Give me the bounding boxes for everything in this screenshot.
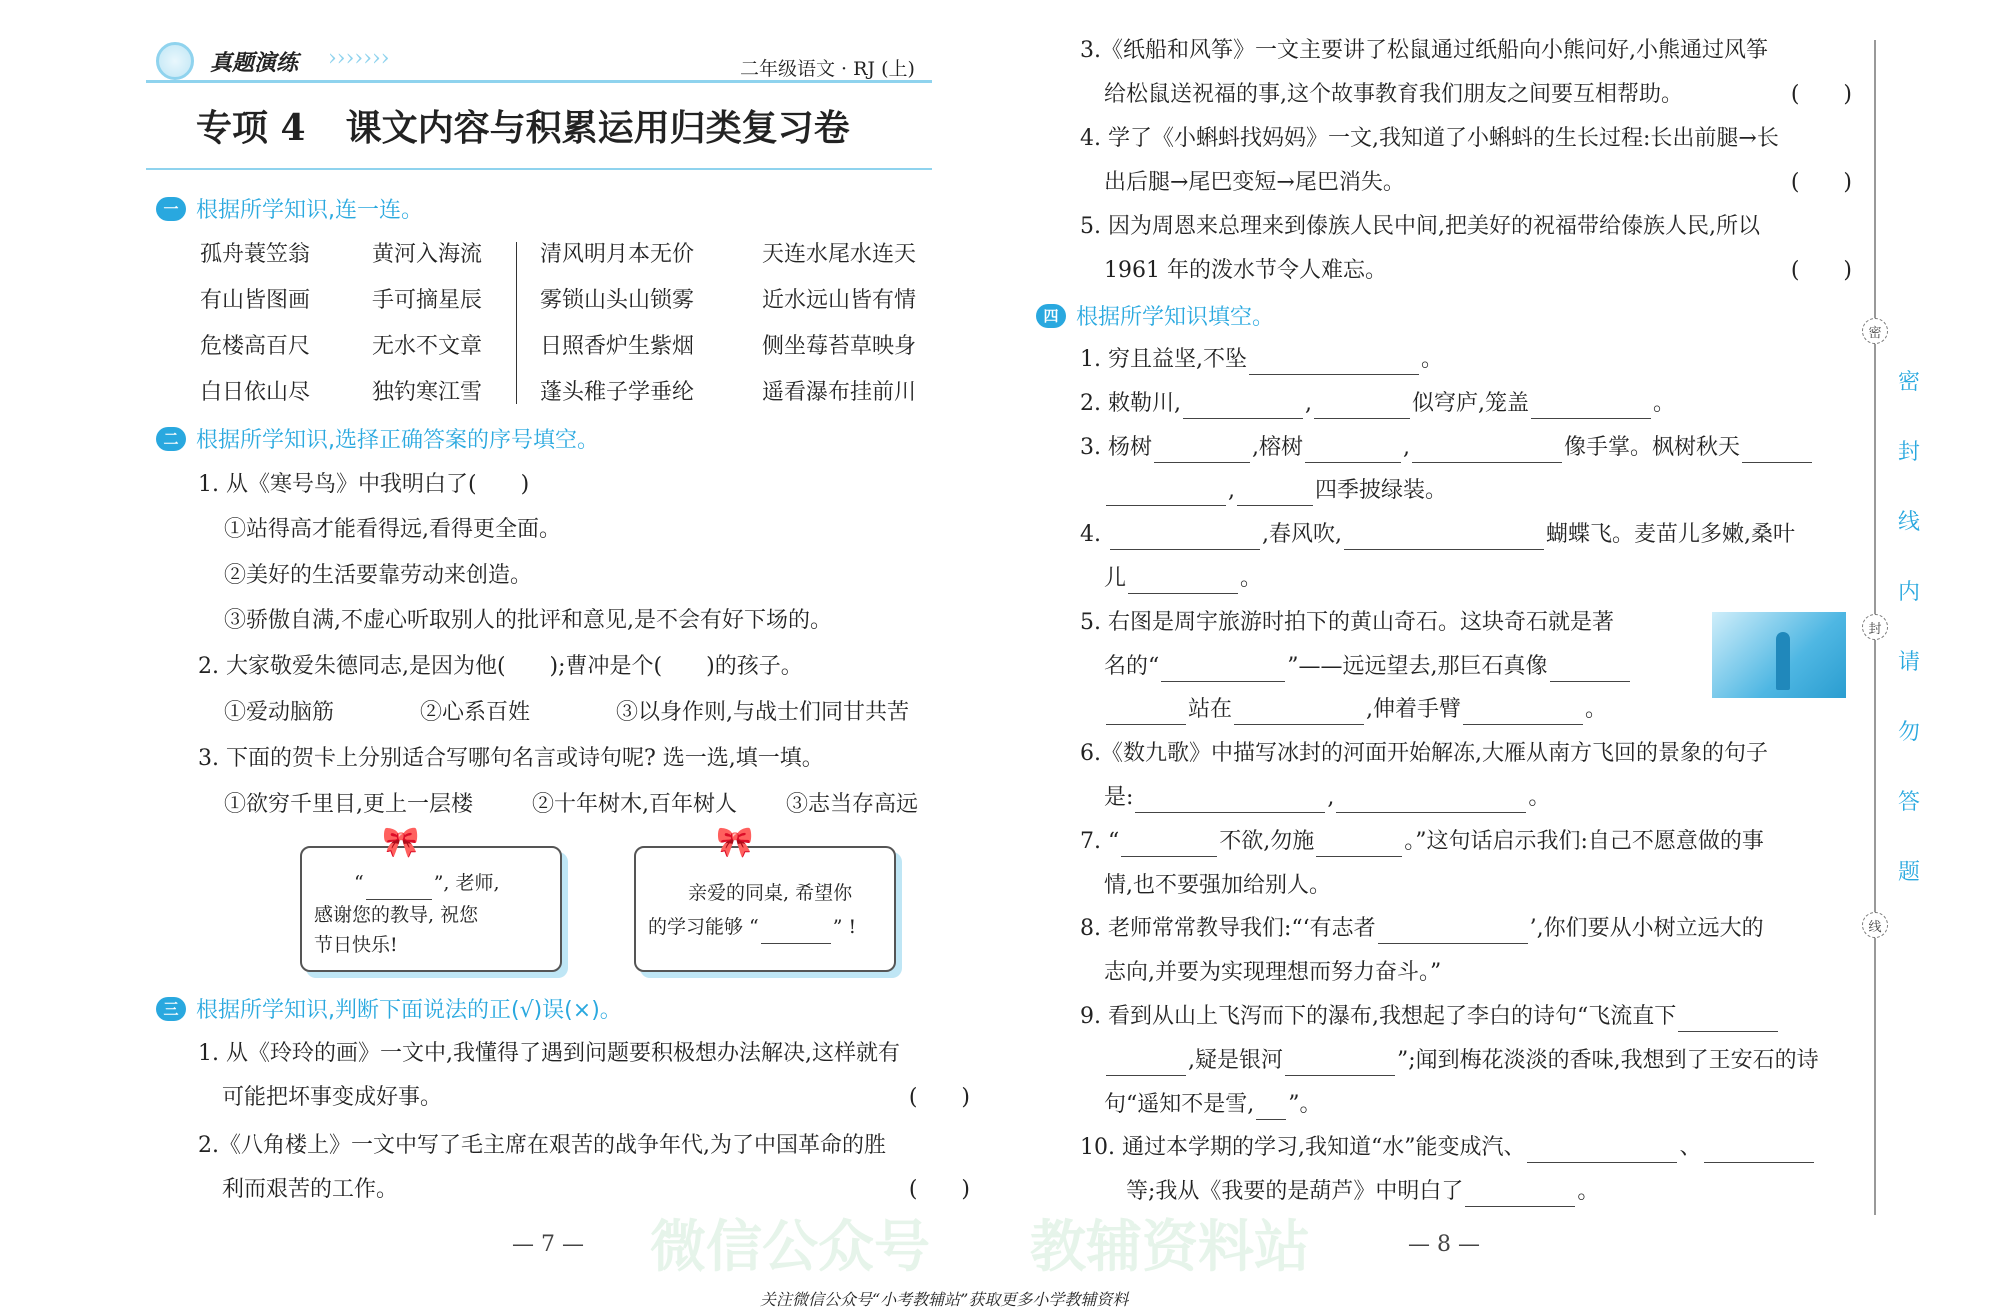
answer-blank[interactable] — [1161, 658, 1285, 682]
answer-blank[interactable] — [1106, 1052, 1186, 1076]
huangshan-rock-photo — [1712, 612, 1846, 698]
match-item[interactable]: 雾锁山头山锁雾 — [540, 288, 695, 313]
answer-blank[interactable] — [1378, 920, 1528, 944]
title-number: 专项 4 — [196, 107, 306, 149]
fill-in-line — [1080, 1133, 1816, 1163]
section-badge: 二 — [156, 427, 186, 451]
answer-blank[interactable] — [1550, 658, 1630, 682]
line-text: 。 — [1240, 566, 1263, 591]
section-title: 根据所学知识填空。 — [1076, 305, 1275, 330]
matching-divider — [516, 242, 517, 404]
match-item[interactable]: 有山皆图画 — [200, 288, 311, 313]
fill-in-line — [1080, 433, 1814, 463]
series-label: 真题演练 — [210, 50, 299, 76]
s2-q1-option-3: ③骄傲自满,不虚心听取别人的批评和意见,是不会有好下场的。 — [224, 608, 832, 633]
logo-icon — [156, 42, 194, 80]
line-text: 像手掌。枫树秋天 — [1563, 435, 1740, 460]
match-item[interactable]: 孤舟蓑笠翁 — [200, 242, 311, 267]
line-text: 5. 右图是周宇旅游时拍下的黄山奇石。这块奇石就是著 — [1080, 610, 1614, 635]
line-text: 名的“ — [1104, 654, 1160, 679]
fill-in-line — [1080, 914, 1764, 944]
page-number-right: — 8 — — [1408, 1232, 1480, 1257]
true-false-item — [198, 1131, 970, 1221]
bow-icon: 🎀 — [382, 825, 420, 860]
fill-in-line — [1080, 345, 1443, 375]
line-text: ,伸着手臂 — [1366, 697, 1462, 722]
s2-question-3: 3. 下面的贺卡上分别适合写哪句名言或诗句呢? 选一选,填一填。 — [198, 746, 824, 771]
card-blank[interactable] — [366, 880, 432, 900]
answer-parentheses[interactable]: ( ) — [1790, 170, 1852, 195]
s2-question-2: 2. 大家敬爱朱德同志,是因为他( );曹冲是个( )的孩子。 — [198, 654, 803, 679]
line-text: 情,也不要强加给别人。 — [1104, 873, 1331, 898]
fill-in-line — [1080, 520, 1795, 550]
answer-blank[interactable] — [1336, 789, 1526, 813]
s2-q3-option-3: ③志当存高远 — [786, 792, 919, 817]
line-text: ’,你们要从小树立远大的 — [1529, 916, 1764, 941]
seal-mark: 密 — [1862, 318, 1888, 344]
line-text: , — [1327, 785, 1335, 810]
line-text: 。 — [1577, 1179, 1600, 1204]
greeting-card-teacher — [300, 825, 562, 972]
line-text: 。 — [1652, 391, 1675, 416]
section-title: 根据所学知识,连一连。 — [196, 198, 423, 223]
s2-q1-option-2: ②美好的生活要靠劳动来创造。 — [224, 563, 533, 588]
fill-in-line — [1104, 476, 1447, 506]
match-item[interactable]: 白日依山尽 — [200, 380, 311, 405]
match-item[interactable]: 遥看瀑布挂前川 — [762, 380, 917, 405]
line-text: 10. 通过本学期的学习,我知道“水”能变成汽、 — [1080, 1135, 1526, 1160]
card-line-2: 的学习能够 “ — [648, 916, 759, 938]
answer-blank[interactable] — [1678, 1008, 1778, 1032]
line-text: 是: — [1104, 785, 1134, 810]
item-line-2: 出后腿→尾巴变短→尾巴消失。 — [1104, 170, 1405, 195]
match-item[interactable]: 手可摘星辰 — [372, 288, 483, 313]
item-line-2: 可能把坏事变成好事。 — [222, 1085, 443, 1110]
item-line-1: 1. 从《玲玲的画》一文中,我懂得了遇到问题要积极想办法解决,这样就有 — [198, 1041, 900, 1066]
answer-parentheses[interactable]: ( ) — [1790, 82, 1852, 107]
seal-char: 答 — [1898, 790, 1921, 815]
answer-blank[interactable] — [1465, 1183, 1575, 1207]
s2-q3-option-1: ①欲穷千里目,更上一层楼 — [224, 792, 473, 817]
title-rule — [146, 168, 932, 170]
match-item[interactable]: 无水不文章 — [372, 334, 483, 359]
item-line-1: 5. 因为周恩来总理来到傣族人民中间,把美好的祝福带给傣族人民,所以 — [1080, 214, 1760, 239]
true-false-item — [1080, 36, 1852, 126]
fill-in-line — [1104, 1177, 1599, 1207]
line-text: 。 — [1528, 785, 1551, 810]
card-line-2: 感谢您的教导, 祝您 — [314, 904, 479, 926]
fill-in-line — [1080, 389, 1675, 419]
s2-q1-option-1: ①站得高才能看得远,看得更全面。 — [224, 517, 561, 542]
match-item[interactable]: 蓬头稚子学垂纶 — [540, 380, 695, 405]
line-text: 1. 穷且益坚,不坠 — [1080, 347, 1247, 372]
match-item[interactable]: 清风明月本无价 — [540, 242, 695, 267]
watermark-top: 微信公众号 — [650, 1215, 930, 1280]
answer-blank[interactable] — [1531, 395, 1651, 419]
line-text: 、 — [1679, 1135, 1702, 1160]
line-text: 3. 杨树 — [1080, 435, 1152, 460]
answer-blank[interactable] — [1412, 439, 1562, 463]
true-false-item — [1080, 212, 1852, 302]
fill-in-line — [1080, 608, 1614, 638]
answer-blank[interactable] — [1704, 1139, 1814, 1163]
title-text: 课文内容与积累运用归类复习卷 — [345, 107, 850, 149]
section-title: 根据所学知识,判断下面说法的正(√)误(×)。 — [196, 998, 622, 1023]
answer-blank[interactable] — [1463, 701, 1583, 725]
true-false-item — [198, 1039, 970, 1129]
fill-in-line — [1104, 871, 1331, 901]
bow-icon: 🎀 — [716, 825, 754, 860]
seal-mark: 线 — [1862, 912, 1888, 938]
line-text: 站在 — [1188, 697, 1233, 722]
footer-notice: 关注微信公众号“小考教辅站”获取更多小学教辅资料 — [760, 1290, 1129, 1309]
grade-label: 二年级语文 · RJ (上) — [740, 58, 915, 80]
answer-blank[interactable] — [1154, 439, 1250, 463]
answer-blank[interactable] — [1121, 833, 1217, 857]
line-text: 儿 — [1104, 566, 1127, 591]
line-text: 句“遥知不是雪, — [1104, 1092, 1255, 1117]
line-text: ”;闻到梅花淡淡的香味,我想到了王安石的诗 — [1397, 1048, 1819, 1073]
section-badge: 三 — [156, 997, 186, 1021]
match-item[interactable]: 危楼高百尺 — [200, 334, 311, 359]
seal-char: 内 — [1898, 580, 1921, 605]
answer-blank[interactable] — [1742, 439, 1812, 463]
item-line-2: 利而艰苦的工作。 — [222, 1177, 399, 1202]
section-title: 根据所学知识,选择正确答案的序号填空。 — [196, 428, 599, 453]
line-text: 。”这句话启示我们:自己不愿意做的事 — [1404, 829, 1764, 854]
section-badge: 一 — [156, 197, 186, 221]
line-text: 9. 看到从山上飞泻而下的瀑布,我想起了李白的诗句“飞流直下 — [1080, 1004, 1677, 1029]
card-quote-open: “ — [354, 872, 364, 894]
line-text: 志向,并要为实现理想而努力奋斗。” — [1104, 960, 1442, 985]
line-text: 7. “ — [1080, 829, 1120, 854]
answer-blank[interactable] — [1527, 1139, 1677, 1163]
true-false-item — [1080, 124, 1852, 214]
fill-in-line — [1104, 783, 1550, 813]
line-text: 6.《数九歌》中描写冰封的河面开始解冻,大雁从南方飞回的景象的句子 — [1080, 741, 1768, 766]
match-item[interactable]: 黄河入海流 — [372, 242, 483, 267]
seal-char: 请 — [1898, 650, 1921, 675]
match-item[interactable]: 日照香炉生紫烟 — [540, 334, 695, 359]
section3-heading — [156, 993, 622, 1024]
answer-parentheses[interactable]: ( ) — [908, 1085, 970, 1110]
line-text: ,疑是银河 — [1188, 1048, 1283, 1073]
section-badge: 四 — [1036, 304, 1066, 328]
answer-blank[interactable] — [1128, 570, 1238, 594]
line-text: 等;我从《我要的是葫芦》中明白了 — [1104, 1179, 1464, 1204]
seal-char: 题 — [1898, 860, 1921, 885]
seal-char: 密 — [1898, 370, 1921, 395]
answer-blank[interactable] — [1256, 1096, 1286, 1120]
header-rule — [146, 80, 932, 83]
s2-q2-option-2: ②心系百姓 — [420, 700, 531, 725]
seal-char: 封 — [1898, 440, 1921, 465]
card-blank[interactable] — [761, 924, 831, 944]
seal-char: 勿 — [1898, 720, 1921, 745]
line-text: 。 — [1420, 347, 1443, 372]
answer-blank[interactable] — [1106, 701, 1186, 725]
line-text: 2. 敕勒川, — [1080, 391, 1181, 416]
watermark-bottom: 教辅资料站 — [1030, 1215, 1310, 1280]
section1-heading — [156, 193, 423, 224]
match-item[interactable]: 独钓寒江雪 — [372, 380, 483, 405]
card-line-3: 节日快乐! — [314, 934, 398, 956]
line-text: 。 — [1585, 697, 1608, 722]
answer-parentheses[interactable]: ( ) — [1790, 258, 1852, 283]
fill-in-line — [1104, 958, 1441, 988]
item-line-2: 给松鼠送祝福的事,这个故事教育我们朋友之间要互相帮助。 — [1104, 82, 1683, 107]
match-item[interactable]: 侧坐莓苔草映身 — [762, 334, 917, 359]
seal-mark: 封 — [1862, 614, 1888, 640]
s2-q3-option-2: ②十年树木,百年树人 — [532, 792, 737, 817]
item-line-2: 1961 年的泼水节令人难忘。 — [1104, 258, 1387, 283]
section4-heading — [1036, 300, 1274, 331]
fill-in-line — [1080, 827, 1764, 857]
answer-blank[interactable] — [1106, 482, 1226, 506]
s2-question-1: 1. 从《寒号鸟》中我明白了( ) — [198, 472, 530, 497]
answer-blank[interactable] — [1237, 482, 1313, 506]
fill-in-line — [1080, 739, 1768, 769]
section2-heading — [156, 423, 599, 454]
answer-blank[interactable] — [1285, 1052, 1395, 1076]
line-text: , — [1228, 478, 1235, 503]
s2-q2-option-1: ①爱动脑筋 — [224, 700, 335, 725]
card-line-1: 亲爱的同桌, 希望你 — [688, 882, 853, 904]
fill-in-line — [1104, 652, 1632, 682]
fill-in-line — [1104, 695, 1607, 725]
page-number-left: — 7 — — [512, 1232, 584, 1257]
fill-in-line — [1104, 564, 1262, 594]
fill-in-line — [1104, 1090, 1322, 1120]
line-text: ”。 — [1288, 1092, 1322, 1117]
line-text: ,春风吹, — [1261, 522, 1342, 547]
fill-in-line — [1080, 1002, 1780, 1032]
seal-char: 线 — [1898, 510, 1921, 535]
line-text: 似穹庐,笼盖 — [1411, 391, 1529, 416]
line-text: 4. — [1080, 522, 1108, 547]
match-item[interactable]: 天连水尾水连天 — [762, 242, 917, 267]
card-line-1: ”, 老师, — [433, 872, 500, 894]
answer-blank[interactable] — [1183, 395, 1303, 419]
item-line-1: 2.《八角楼上》一文中写了毛主席在艰苦的战争年代,为了中国革命的胜 — [198, 1133, 886, 1158]
s2-q2-option-3: ③以身作则,与战士们同甘共苦 — [616, 700, 909, 725]
card-quote-close: ” ! — [832, 916, 857, 938]
chevrons: ››››››› — [328, 46, 390, 71]
answer-parentheses[interactable]: ( ) — [908, 1177, 970, 1202]
item-line-1: 4. 学了《小蝌蚪找妈妈》一文,我知道了小蝌蚪的生长过程:长出前腿→长 — [1080, 126, 1779, 151]
fill-in-line — [1104, 1046, 1819, 1076]
answer-blank[interactable] — [1316, 833, 1402, 857]
match-item[interactable]: 近水远山皆有情 — [762, 288, 917, 313]
item-line-1: 3.《纸船和风筝》一文主要讲了松鼠通过纸船向小熊问好,小熊通过风筝 — [1080, 38, 1768, 63]
line-text: 蝴蝶飞。麦苗儿多嫩,桑叶 — [1545, 522, 1795, 547]
greeting-card-deskmate — [634, 825, 896, 972]
line-text: , — [1304, 391, 1312, 416]
answer-blank[interactable] — [1110, 526, 1260, 550]
line-text: , — [1402, 435, 1410, 460]
answer-blank[interactable] — [1249, 351, 1419, 375]
answer-blank[interactable] — [1234, 701, 1364, 725]
line-text: ,榕树 — [1251, 435, 1303, 460]
line-text: 四季披绿装。 — [1315, 478, 1448, 503]
answer-blank[interactable] — [1314, 395, 1410, 419]
answer-blank[interactable] — [1135, 789, 1325, 813]
page-title — [196, 100, 850, 151]
line-text: ”——远远望去,那巨石真像 — [1287, 654, 1548, 679]
line-text: 不欲,勿施 — [1219, 829, 1315, 854]
answer-blank[interactable] — [1305, 439, 1401, 463]
line-text: 8. 老师常常教导我们:“‘有志者 — [1080, 916, 1376, 941]
answer-blank[interactable] — [1344, 526, 1544, 550]
